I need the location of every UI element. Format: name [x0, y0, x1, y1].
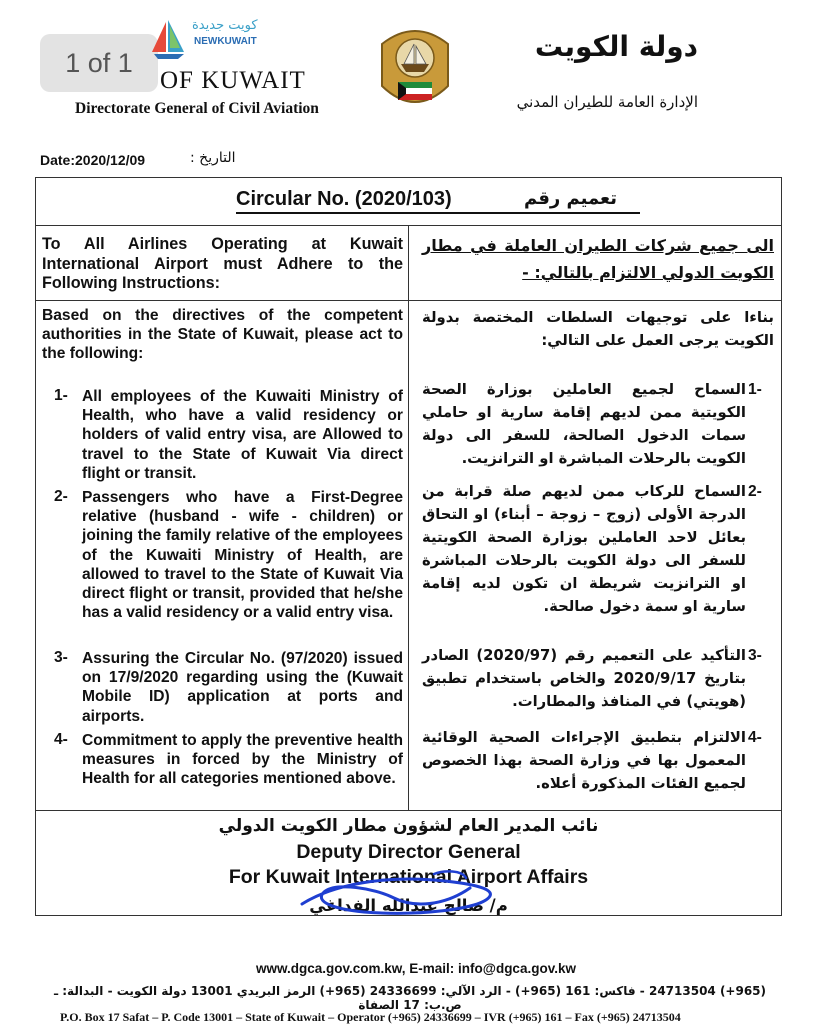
item-en: Commitment to apply the preventive health measures in forced by the Ministry of Health for all categories mentioned above. [82, 732, 403, 788]
item-number: 2- [54, 488, 68, 505]
circular-underline [236, 212, 640, 214]
page-indicator: 1 of 1 [40, 34, 158, 92]
item-number: 4- [54, 731, 68, 748]
item-number-ar: 1- [748, 381, 762, 398]
header-title-ar: دولة الكويت [534, 30, 698, 63]
logo-text-en: NEWKUWAIT [194, 36, 257, 47]
newkuwait-logo [144, 18, 260, 60]
item-en: Assuring the Circular No. (97/2020) issued on 17/9/2020 regarding using the (Kuwait Mobile ID) application at ports and airports. [82, 650, 403, 725]
item-ar: التأكيد على التعميم رقم (2020/97) الصادر بتاريخ 2020/9/17 والخاص باستخدام تطبيق (هويتي) في المنافذ والمطارات. [422, 647, 746, 710]
divider [36, 810, 781, 811]
handwritten-signature [294, 866, 504, 926]
circular-frame [35, 177, 782, 916]
circular-number: Circular No. (2020/103) [236, 188, 452, 210]
item-ar: السماح لجميع العاملين بوزارة الصحة الكويتية ممن لديهم إقامة سارية او حاملي سمات الدخول الصالحة، للسفر الى دولة الكويت بالرحلات المباشرة او الترانزيت. [422, 381, 746, 467]
intro-ar: بناءا على توجيهات السلطات المختصة بدولة الكويت يرجى العمل على التالي: [422, 309, 774, 349]
item-en: Passengers who have a First-Degree relative (husband - wife - children) or joining the family relative of the employees of the Kuwaiti Ministry of Health, are allowed to travel to the State of Kuwait Via direct flight or transit, provided that he/she has a valid residency or a valid entry visa. [82, 489, 403, 622]
column-divider [408, 225, 409, 810]
heading-en: To All Airlines Operating at Kuwait International Airport must Adhere to the Following Instructions: [42, 235, 403, 292]
circular-number-ar: تعميم رقم [524, 188, 617, 209]
date-label: Date:2020/12/09 [40, 152, 146, 168]
signatory-title-en: Deputy Director General [296, 841, 521, 863]
item-number: 3- [54, 649, 68, 666]
item-number: 1- [54, 387, 68, 404]
footer-contact: www.dgca.gov.com.kw, E-mail: info@dgca.gov.kw [256, 961, 576, 976]
item-number-ar: 3- [748, 647, 762, 664]
logo-text-ar: كويت جديدة [192, 18, 258, 33]
kuwait-emblem-icon [376, 26, 454, 124]
item-en: All employees of the Kuwaiti Ministry of Health, who have a valid residency or holders of valid entry visa, are Allowed to travel to the State of Kuwait Via direct flight or transit. [82, 388, 403, 482]
item-number-ar: 2- [748, 483, 762, 500]
signatory-name-ar: م/ صالح عبدالله الفداغي [309, 896, 508, 915]
sail-icon [144, 18, 192, 60]
signatory-title-ar: نائب المدير العام لشؤون مطار الكويت الدولي [218, 816, 599, 836]
item-ar: الالتزام بتطبيق الإجراءات الصحية الوقائية المعمول بها في وزارة الصحة بهذا الخصوص لجميع الفئات المذكورة أعلاه. [422, 729, 746, 792]
item-ar: السماح للركاب ممن لديهم صلة قرابة من الدرجة الأولى (زوج – زوجة – أبناء) او التحاق بعائل لاحد العاملين بوزارة الصحة الكويتية للسفر الى دولة الكويت بالرحلات المباشرة او الترانزيت شريطة ان تكون لديه إقامة سارية او سمة دخول صالحة. [422, 483, 746, 615]
header-dept-ar: الإدارة العامة للطيران المدني [516, 93, 698, 111]
header-dept-en: Directorate General of Civil Aviation [75, 100, 319, 117]
date-label-ar: التاريخ : [190, 150, 236, 166]
item-number-ar: 4- [748, 729, 762, 746]
heading-ar: الى جميع شركات الطيران العاملة في مطار الكويت الدولي الالتزام بالتالي: - [422, 236, 774, 282]
footer-address-en: P.O. Box 17 Safat – P. Code 13001 – State of Kuwait – Operator (+965) 24336699 – IVR (+965) 161 – Fax (+965) 24713504 [60, 1010, 681, 1024]
intro-en: Based on the directives of the competent authorities in the State of Kuwait, please act to the following: [42, 307, 403, 363]
footer-address-ar: (965+) 24713504 - فاكس: 161 (965+) - الرد الآلي: 24336699 (965+) الرمز البريدي 13001 دولة الكويت - البدالة: ـ ص.ب: 17 الصفاة [53, 984, 767, 1012]
header-title-en: OF KUWAIT [160, 67, 306, 94]
signatory-title-en-2: For Kuwait International Airport Affairs [228, 866, 589, 888]
